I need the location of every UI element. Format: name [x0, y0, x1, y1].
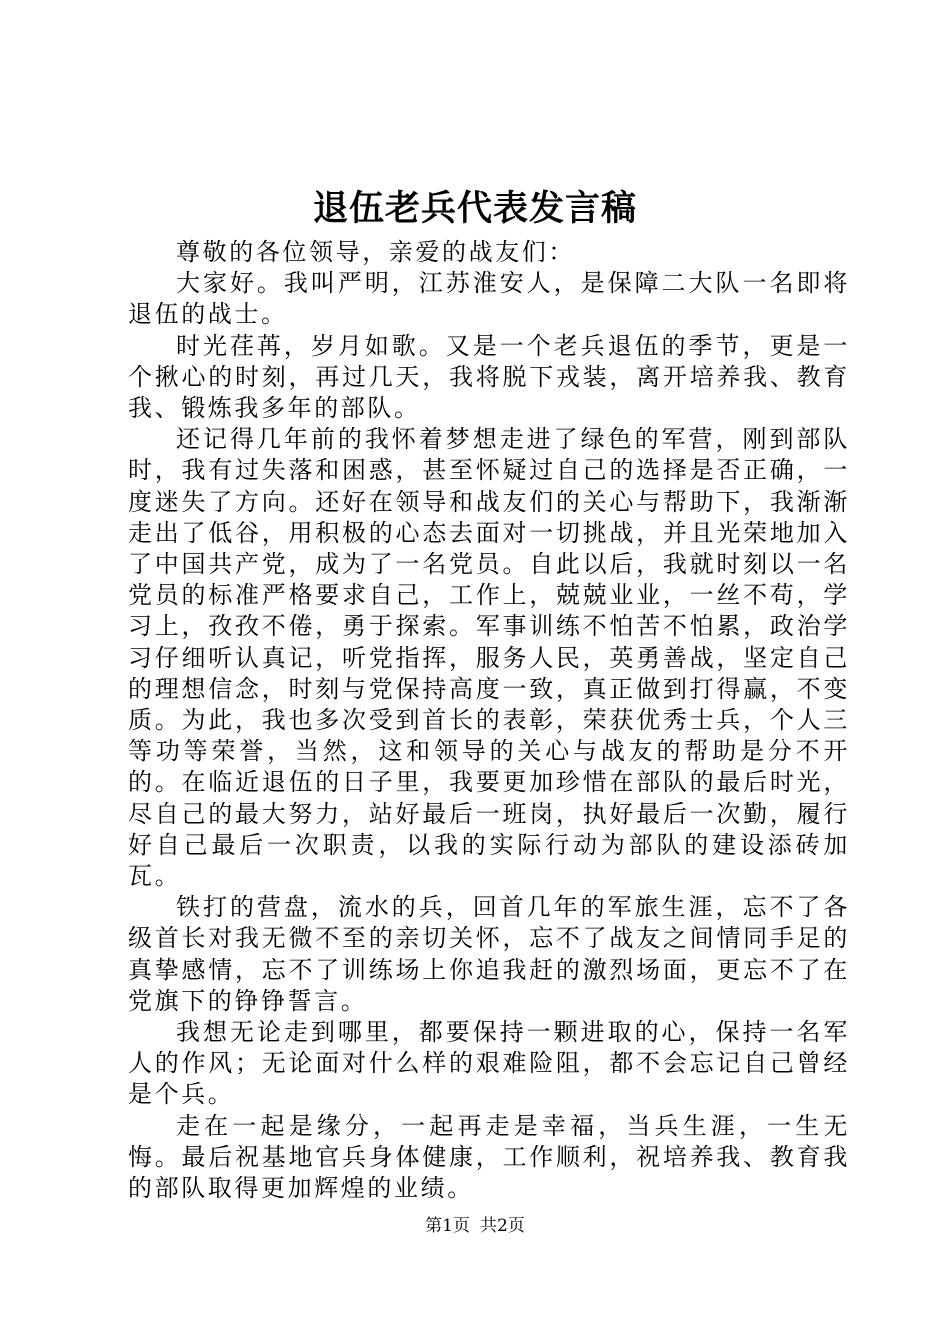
paragraph-closing: 走在一起是缘分，一起再走是幸福，当兵生涯，一生无悔。最后祝基地官兵身体健康，工作顺利，祝培养我、教育我的部队取得更加辉煌的业绩。	[128, 1111, 850, 1203]
paragraph-introduction: 大家好。我叫严明，江苏淮安人，是保障二大队一名即将退伍的战士。	[128, 269, 850, 329]
paragraph-military-life: 铁打的营盘，流水的兵，回首几年的军旅生涯，忘不了各级首长对我无微不至的亲切关怀，忘不了战友之间情同手足的真挚感情，忘不了训练场上你追我赶的激烈场面，更忘不了在党旗下的铮铮誓言。	[128, 893, 850, 1015]
page-footer	[0, 1214, 950, 1238]
paragraph-resolution: 我想无论走到哪里，都要保持一颗进取的心，保持一名军人的作风；无论面对什么样的艰难险阻，都不会忘记自己曾经是个兵。	[128, 1018, 850, 1109]
document-body	[128, 237, 850, 1204]
page-number-total: 共2页	[480, 1216, 525, 1236]
paragraph-greeting: 尊敬的各位领导，亲爱的战友们：	[176, 238, 575, 266]
paragraph-farewell-season: 时光荏苒，岁月如歌。又是一个老兵退伍的季节，更是一个揪心的时刻，再过几天，我将脱下戎装，离开培养我、教育我、锻炼我多年的部队。	[128, 331, 850, 423]
document-title: 退伍老兵代表发言稿	[312, 188, 637, 229]
paragraph-memories: 还记得几年前的我怀着梦想走进了绿色的军营，刚到部队时，我有过失落和困惑，甚至怀疑过自己的选择是否正确，一度迷失了方向。还好在领导和战友们的关心与帮助下，我渐渐走出了低谷，用积极的心态去面对一切挑战，并且光荣地加入了中国共产党，成为了一名党员。自此以后，我就时刻以一名党员的标准严格要求自己，工作上，兢兢业业，一丝不苟，学习上，孜孜不倦，勇于探索。军事训练不怕苦不怕累，政治学习仔细听认真记，听党指挥，服务人民，英勇善战，坚定自己的理想信念，时刻与党保持高度一致，真正做到打得赢，不变质。为此，我也多次受到首长的表彰，荣获优秀士兵，个人三等功等荣誉，当然，这和领导的关心与战友的帮助是分不开的。在临近退伍的日子里，我要更加珍惜在部队的最后时光，尽自己的最大努力，站好最后一班岗，执好最后一次勤，履行好自己最后一次职责，以我的实际行动为部队的建设添砖加瓦。	[128, 425, 850, 891]
page-number-current: 第1页	[425, 1216, 470, 1236]
